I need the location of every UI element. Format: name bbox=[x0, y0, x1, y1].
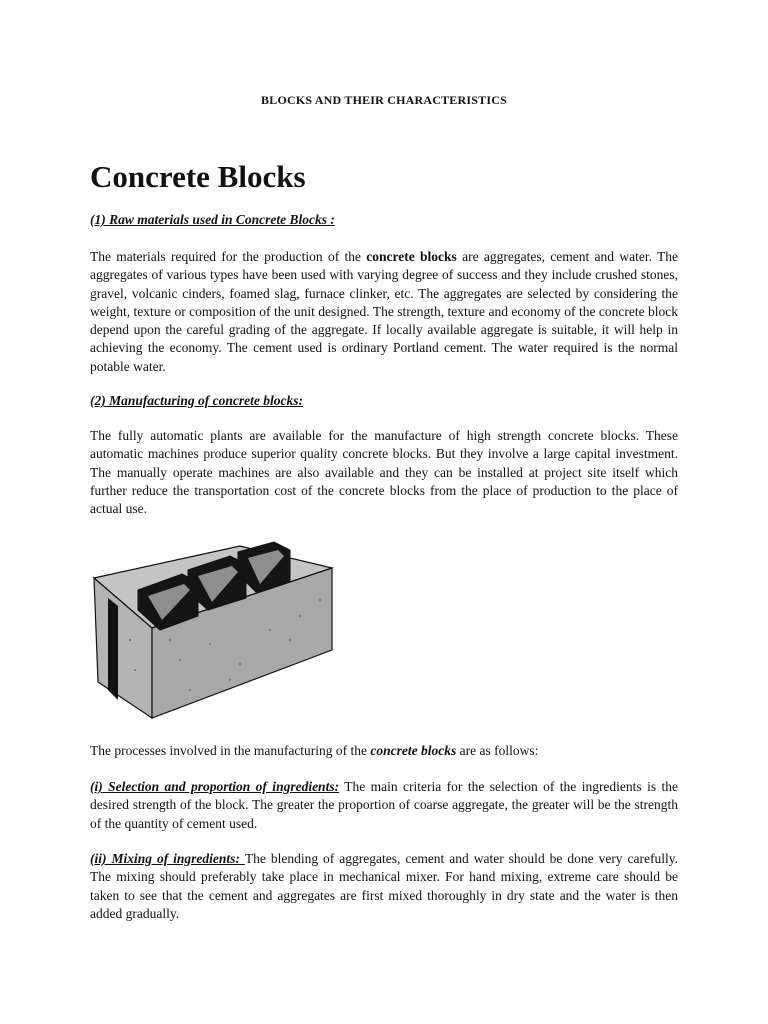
processes-intro bbox=[90, 742, 678, 760]
section-1-text-start: The materials required for the production of the bbox=[90, 249, 367, 264]
section-1-bold-term: concrete blocks bbox=[366, 249, 457, 264]
processes-intro-bold-term: concrete blocks bbox=[370, 743, 457, 758]
step-2-paragraph bbox=[90, 850, 678, 923]
page-heading: Concrete Blocks bbox=[90, 159, 306, 194]
step-2-text: The blending of aggregates, cement and water should be done very carefully. The mixing should preferably take place in mechanical mixer. For hand mixing, extreme care should be taken to see that the cement and aggregates are first mixed thoroughly in dry state and the water is then added gradually. bbox=[90, 851, 678, 921]
processes-intro-start: The processes involved in the manufacturing of the bbox=[90, 743, 371, 758]
section-2-title: (2) Manufacturing of concrete blocks: bbox=[90, 393, 303, 408]
step-1-label: (i) Selection and proportion of ingredients: bbox=[90, 779, 340, 794]
step-2-label: (ii) Mixing of ingredients: bbox=[90, 851, 245, 866]
section-1-text-end: are aggregates, cement and water. The aggregates of various types have been used with varying degree of success and they include crushed stones, gravel, volcanic cinders, foamed slag, furnace clinker, etc. The aggregates are selected by considering the weight, texture or composition of the unit designed. The strength, texture and economy of the concrete block depend upon the careful grading of the aggregate. If locally available aggregate is suitable, it will help in achieving the economy. The cement used is ordinary Portland cement. The water required is the normal potable water. bbox=[90, 249, 678, 374]
document-title: BLOCKS AND THEIR CHARACTERISTICS bbox=[261, 93, 507, 107]
section-1-title: (1) Raw materials used in Concrete Blocks : bbox=[90, 212, 335, 227]
step-1-text: The main criteria for the selection of the ingredients is the desired strength of the block. The greater the proportion of coarse aggregate, the greater will be the strength of the quantity of cement used. bbox=[90, 779, 678, 831]
processes-intro-end: are as follows: bbox=[456, 743, 539, 758]
section-2-paragraph: The fully automatic plants are available for the manufacture of high strength concrete blocks. These automatic machines produce superior quality concrete blocks. But they involve a large capital investment. The manually operate machines are also available and they can be installed at project site itself which further reduce the transportation cost of the concrete blocks from the place of production to the place of actual use. bbox=[90, 428, 678, 517]
concrete-block-illustration bbox=[90, 540, 336, 720]
section-1-paragraph bbox=[90, 248, 678, 376]
step-1-paragraph bbox=[90, 778, 678, 833]
